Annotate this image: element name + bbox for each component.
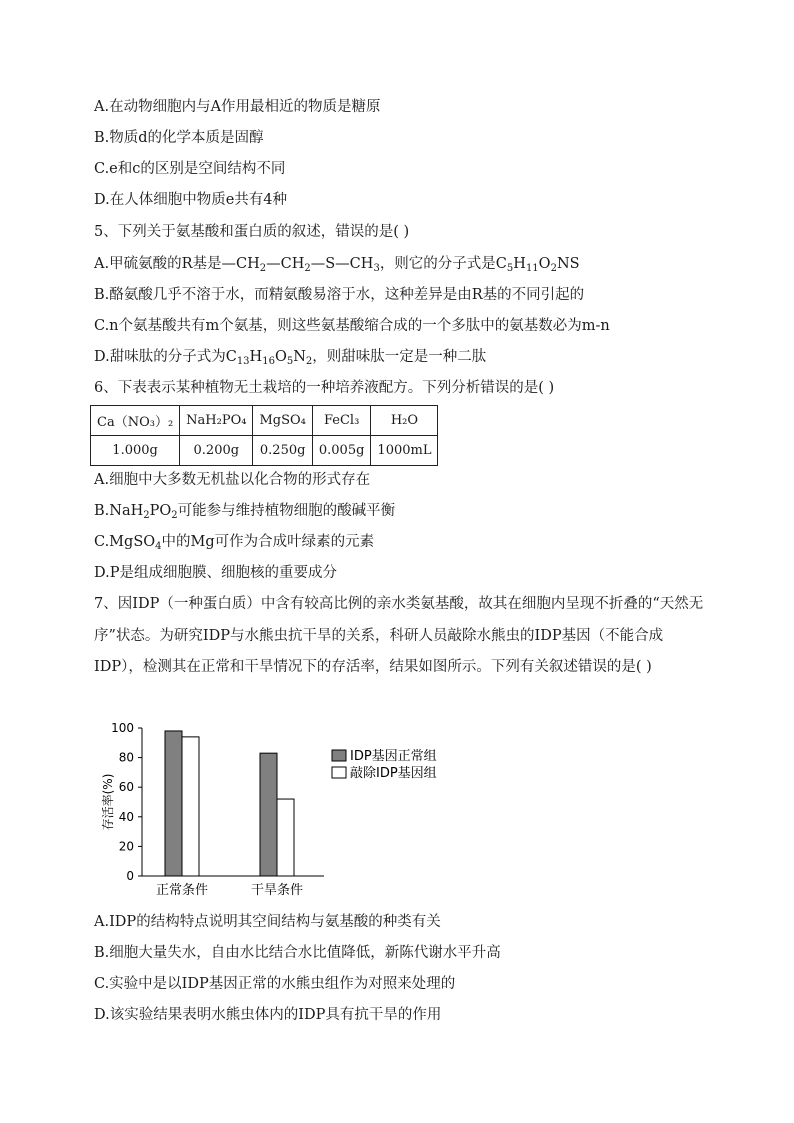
table-header-cell: H₂O bbox=[371, 406, 438, 436]
q6-option-c: C.MgSO$_4$中的Mg可作为合成叶绿素的元素 bbox=[94, 534, 375, 552]
y-tick-label: 80 bbox=[118, 750, 134, 765]
y-tick-label: 100 bbox=[111, 721, 134, 735]
q4-option-d: D.在人体细胞中物质e共有4种 bbox=[94, 192, 288, 208]
table-header-row bbox=[91, 406, 438, 436]
table-row bbox=[91, 436, 438, 466]
table-cell: 1000mL bbox=[371, 436, 438, 466]
q7-option-b: B.细胞大量失水，自由水比结合水比值降低，新陈代谢水平升高 bbox=[94, 945, 501, 961]
table-header-cell: FeCl₃ bbox=[312, 406, 371, 436]
q7-option-a: A.IDP的结构特点说明其空间结构与氨基酸的种类有关 bbox=[94, 914, 441, 930]
y-tick-label: 60 bbox=[118, 780, 134, 795]
q4-option-a: A.在动物细胞内与A作用最相近的物质是糖原 bbox=[94, 99, 381, 115]
legend-swatch bbox=[332, 767, 346, 778]
table-cell: 0.200g bbox=[180, 436, 253, 466]
table-cell: 0.005g bbox=[312, 436, 371, 466]
q5-option-b: B.酪氨酸几乎不溶于水，而精氨酸易溶于水，这种差异是由R基的不同引起的 bbox=[94, 287, 585, 303]
legend-label: IDP基因正常组 bbox=[350, 749, 437, 764]
y-tick-label: 40 bbox=[118, 809, 134, 824]
q4-option-c: C.e和c的区别是空间结构不同 bbox=[94, 161, 286, 177]
q6-option-d: D.P是组成细胞膜、细胞核的重要成分 bbox=[94, 565, 337, 581]
q6-option-b: $B.NaH_2PO_2$可能参与维持植物细胞的酸碱平衡 bbox=[94, 503, 396, 521]
q7-option-c: C.实验中是以IDP基因正常的水熊虫组作为对照来处理的 bbox=[94, 976, 456, 992]
y-axis-label: 存活率(%) bbox=[101, 773, 115, 831]
bar bbox=[165, 731, 182, 876]
bar bbox=[277, 799, 294, 876]
bar bbox=[260, 753, 277, 876]
q6-option-a: A.细胞中大多数无机盐以化合物的形式存在 bbox=[94, 472, 371, 488]
table-cell: 1.000g bbox=[91, 436, 180, 466]
q5-option-c: C.n个氨基酸共有m个氨基，则这些氨基酸缩合成的一个多肽中的氨基数必为m-n bbox=[94, 318, 610, 334]
legend-swatch bbox=[332, 750, 346, 761]
x-tick-label: 正常条件 bbox=[155, 883, 209, 898]
table-header-cell: Ca（NO₃）₂ bbox=[91, 406, 180, 436]
legend-label: 敲除IDP基因组 bbox=[350, 766, 437, 781]
y-tick-label: 0 bbox=[126, 869, 134, 883]
q5-option-a: A.甲硫氨酸的R基是$—CH_2—CH_2—S—CH_3$，则它的分子式是$C_5H_{11}O_2NS$ bbox=[94, 256, 580, 274]
q5-option-d: D.甜味肽的分子式为$C_{13}H_{16}O_5N_2$，则甜味肽一定是一种二肽 bbox=[94, 349, 487, 367]
table-cell: 0.250g bbox=[253, 436, 312, 466]
nutrient-table bbox=[90, 405, 438, 466]
q6-stem: 6、下表表示某种植物无土栽培的一种培养液配方。下列分析错误的是( ) bbox=[94, 380, 555, 396]
table-header-cell: MgSO₄ bbox=[253, 406, 312, 436]
survival-bar-chart bbox=[94, 712, 454, 902]
q5-stem: 5、下列关于氨基酸和蛋白质的叙述，错误的是( ) bbox=[94, 224, 410, 240]
x-tick-label: 干旱条件 bbox=[250, 883, 304, 898]
q7-option-d: D.该实验结果表明水熊虫体内的IDP具有抗干旱的作用 bbox=[94, 1007, 442, 1023]
y-tick-label: 20 bbox=[118, 839, 134, 854]
table-header-cell: NaH₂PO₄ bbox=[180, 406, 253, 436]
q7-stem: 7、因IDP（一种蛋白质）中含有较高比例的亲水类氨基酸，故其在细胞内呈现不折叠的“天然无序”状态。为研究IDP与水熊虫抗干旱的关系，科研人员敲除水熊虫的IDP基因（不能合成IDP），检测其在正常和干旱情况下的存活率，结果如图所示。下列有关叙述错误的是( ) bbox=[94, 596, 704, 675]
bar bbox=[182, 737, 199, 876]
q4-option-b: B.物质d的化学本质是固醇 bbox=[94, 130, 264, 146]
